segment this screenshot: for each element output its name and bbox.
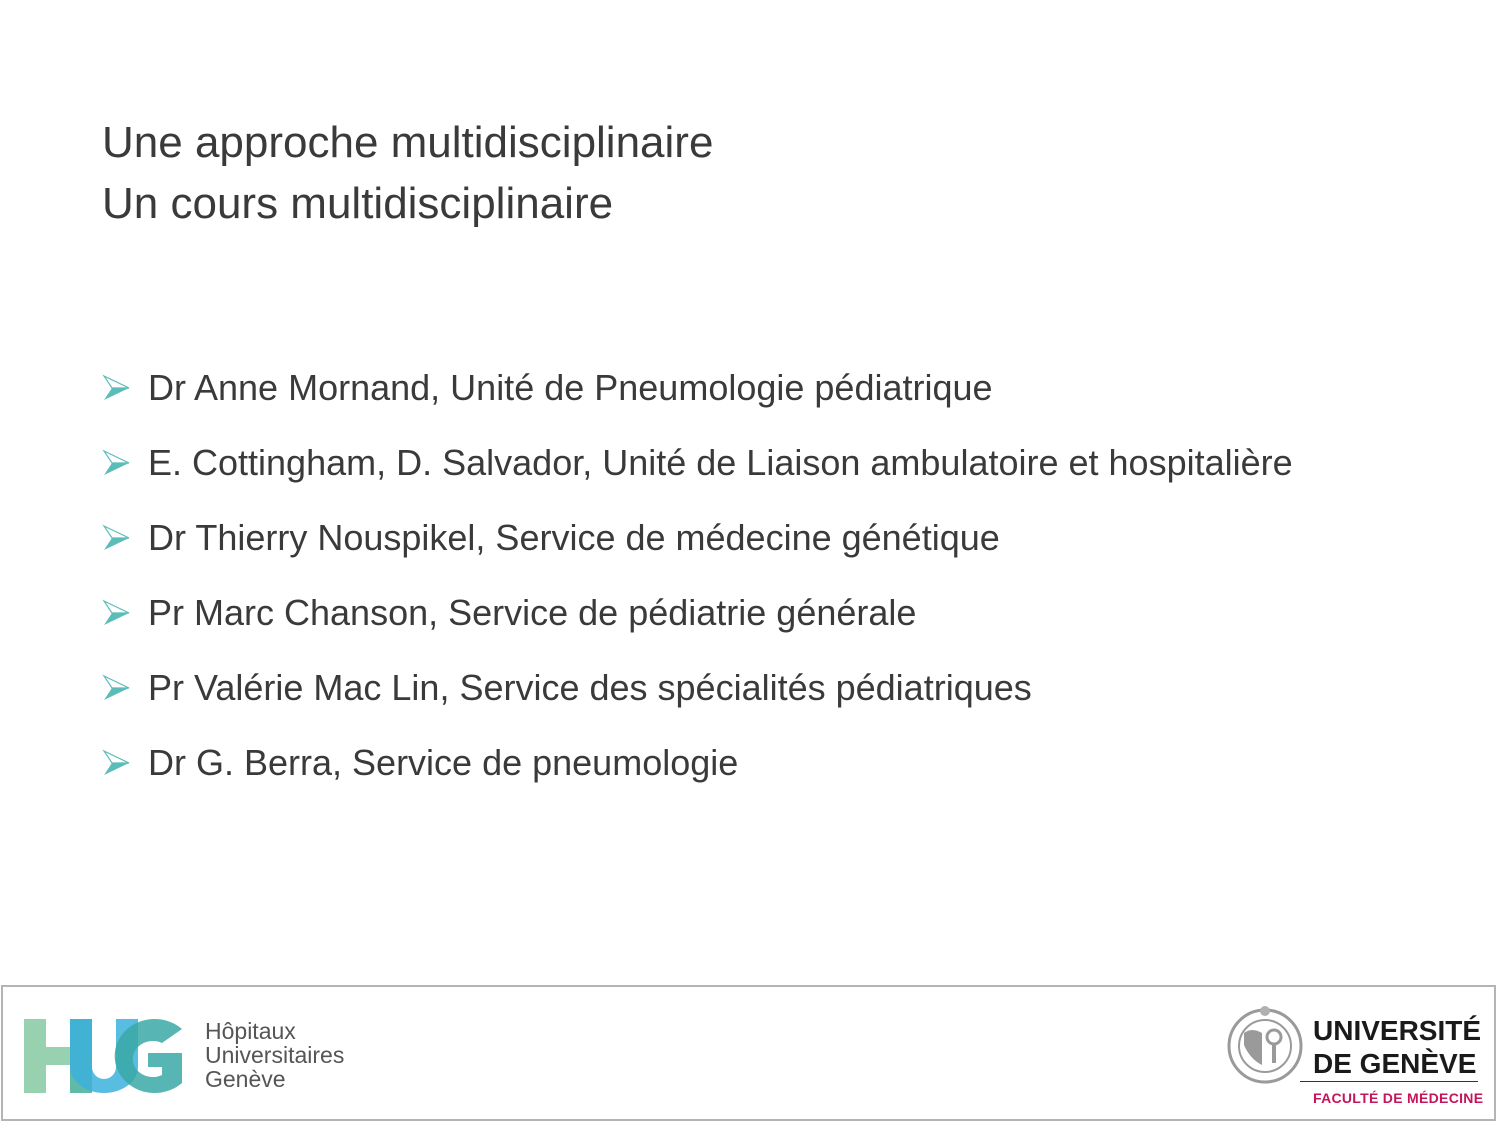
hug-line-1: Hôpitaux (205, 1018, 296, 1044)
unige-line-1: UNIVERSITÉ (1313, 1015, 1482, 1046)
arrow-bullet-icon (102, 737, 148, 789)
list-item (102, 512, 1293, 587)
unige-line-2: DE GENÈVE (1313, 1048, 1477, 1079)
list-item (102, 662, 1293, 737)
arrow-bullet-icon (102, 587, 148, 639)
title-line-2: Un cours multidisciplinaire (102, 179, 614, 228)
list-item-text: Pr Marc Chanson, Service de pédiatrie générale (148, 592, 917, 633)
arrow-bullet-icon (102, 437, 148, 489)
unige-divider (1300, 1081, 1478, 1082)
list-item-text: Pr Valérie Mac Lin, Service des spécialités pédiatriques (148, 667, 1032, 708)
hug-name (205, 1019, 344, 1091)
unige-name (1313, 1014, 1481, 1080)
faculty-name: FACULTÉ DE MÉDECINE (1313, 1090, 1484, 1106)
list-item (102, 362, 1293, 437)
arrow-bullet-icon (102, 512, 148, 564)
list-item (102, 587, 1293, 662)
hug-line-3: Genève (205, 1066, 286, 1092)
list-item-text: Dr Thierry Nouspikel, Service de médecine génétique (148, 517, 1000, 558)
title-line-1: Une approche multidisciplinaire (102, 118, 714, 167)
list-item-text: Dr Anne Mornand, Unité de Pneumologie pédiatrique (148, 367, 993, 408)
contributor-list (102, 362, 1293, 812)
list-item-text: Dr G. Berra, Service de pneumologie (148, 742, 739, 783)
hug-logo (24, 1019, 184, 1093)
list-item (102, 437, 1293, 512)
list-item-text: E. Cottingham, D. Salvador, Unité de Liaison ambulatoire et hospitalière (148, 442, 1293, 483)
hug-line-2: Universitaires (205, 1042, 345, 1068)
arrow-bullet-icon (102, 662, 148, 714)
list-item (102, 737, 1293, 812)
slide-title (102, 112, 713, 234)
arrow-bullet-icon (102, 362, 148, 414)
unige-seal-logo (1226, 1003, 1304, 1085)
